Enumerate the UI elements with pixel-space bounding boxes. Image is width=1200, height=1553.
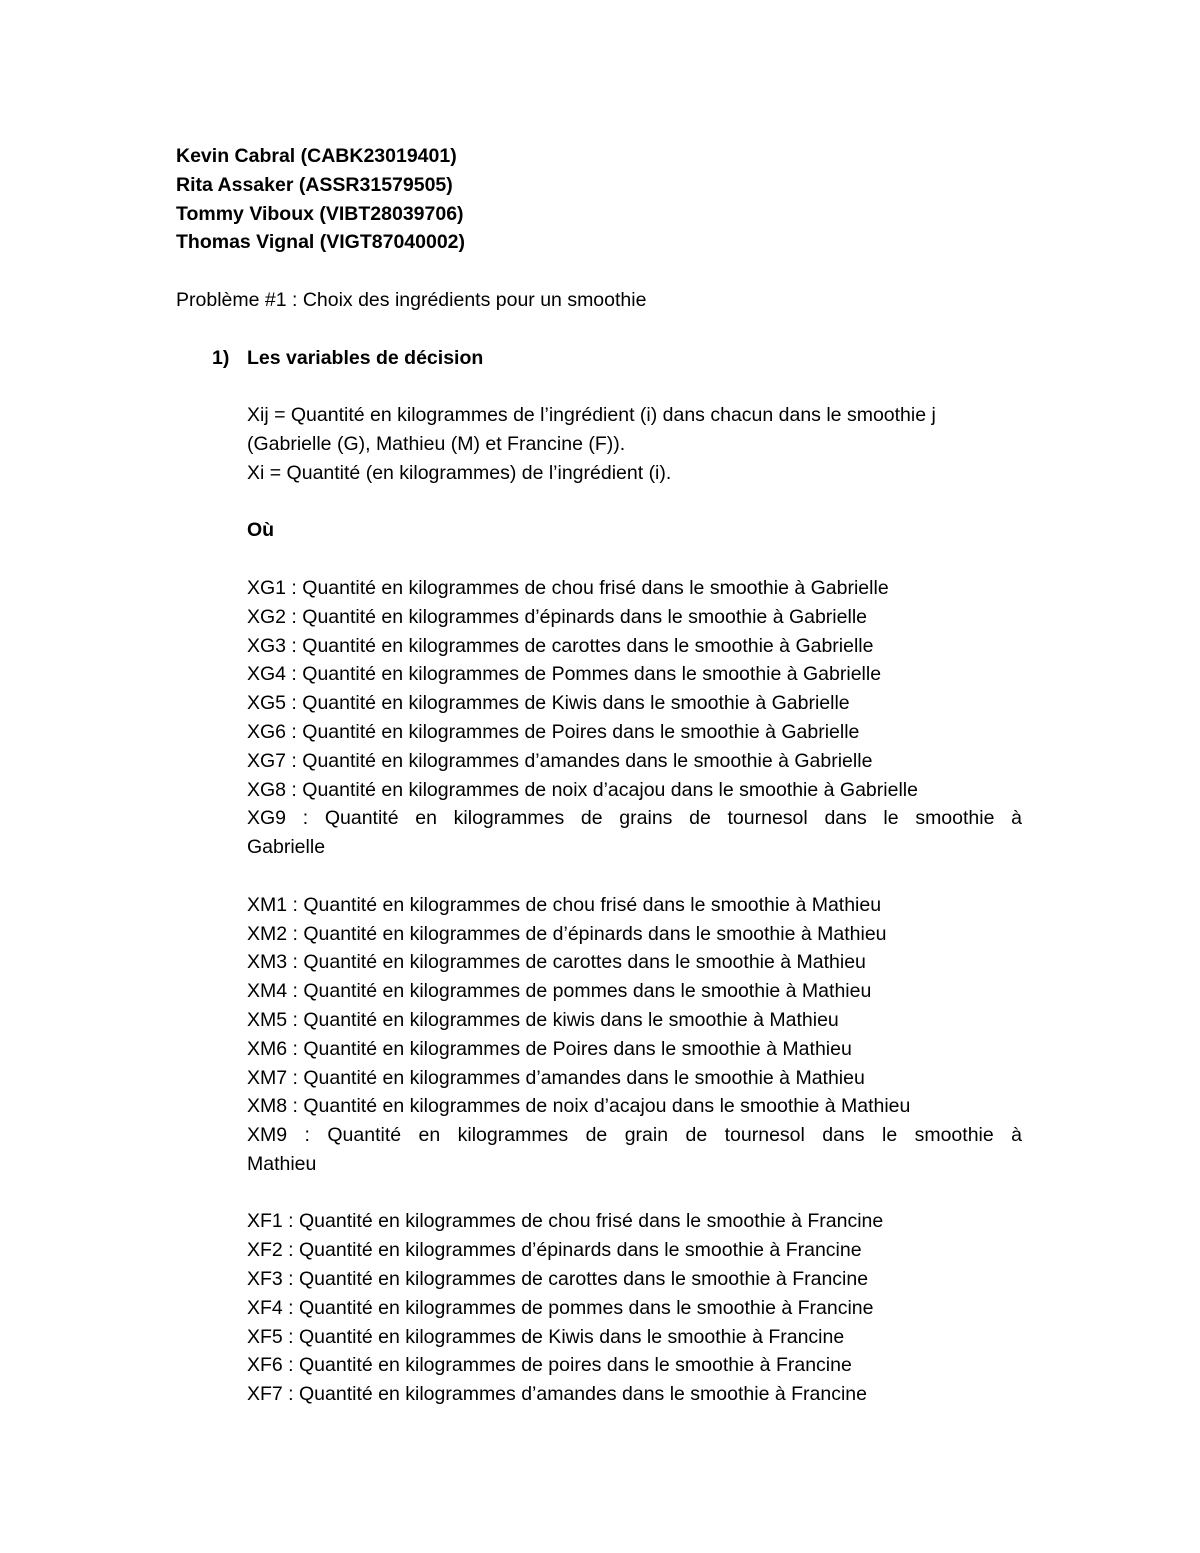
variable-line: XG6 : Quantité en kilogrammes de Poires dans le smoothie à Gabrielle — [247, 720, 860, 743]
variable-line: XM8 : Quantité en kilogrammes de noix d’acajou dans le smoothie à Mathieu — [247, 1095, 911, 1118]
spacer — [176, 257, 1022, 286]
variable-line: XF6 : Quantité en kilogrammes de poires dans le smoothie à Francine — [247, 1354, 852, 1377]
mathieu-variables — [247, 891, 1022, 1179]
spacer — [247, 1179, 1022, 1208]
definition-xij-line1: Xij = Quantité en kilogrammes de l’ingrédient (i) dans chacun dans le smoothie j — [247, 404, 936, 427]
section-number: 1) — [212, 346, 230, 369]
variable-line: XG3 : Quantité en kilogrammes de carottes dans le smoothie à Gabrielle — [247, 634, 874, 657]
variable-line: XM7 : Quantité en kilogrammes d’amandes dans le smoothie à Mathieu — [247, 1066, 865, 1089]
variable-line: XF7 : Quantité en kilogrammes d’amandes dans le smoothie à Francine — [247, 1383, 867, 1406]
author-name: Tommy Viboux (VIBT28039706) — [176, 202, 464, 225]
variable-line: XG1 : Quantité en kilogrammes de chou frisé dans le smoothie à Gabrielle — [247, 576, 889, 599]
ou-label: Où — [247, 519, 275, 542]
variable-line: XM2 : Quantité en kilogrammes de d’épinards dans le smoothie à Mathieu — [247, 922, 887, 945]
variable-line: XF1 : Quantité en kilogrammes de chou frisé dans le smoothie à Francine — [247, 1210, 884, 1233]
variable-line-continuation: Gabrielle — [247, 836, 326, 859]
variable-line: XM3 : Quantité en kilogrammes de carottes dans le smoothie à Mathieu — [247, 951, 866, 974]
variable-line-justified: XG9 : Quantité en kilogrammes de grains de tournesol dans le smoothie à — [247, 807, 1022, 830]
spacer — [176, 372, 1022, 401]
section-heading — [176, 344, 1022, 373]
document-body — [176, 142, 1022, 1409]
definition-xij-line2: (Gabrielle (G), Mathieu (M) et Francine (F)). — [247, 432, 626, 455]
variable-line: XF3 : Quantité en kilogrammes de carottes dans le smoothie à Francine — [247, 1268, 869, 1291]
variable-line: XF4 : Quantité en kilogrammes de pommes dans le smoothie à Francine — [247, 1296, 874, 1319]
variable-line-continuation: Mathieu — [247, 1152, 317, 1175]
spacer — [247, 862, 1022, 891]
francine-variables — [247, 1207, 1022, 1409]
variable-line: XG7 : Quantité en kilogrammes d’amandes dans le smoothie à Gabrielle — [247, 749, 873, 772]
definition-xi: Xi = Quantité (en kilogrammes) de l’ingrédient (i). — [247, 461, 672, 484]
variable-line: XM4 : Quantité en kilogrammes de pommes dans le smoothie à Mathieu — [247, 980, 872, 1003]
spacer — [176, 315, 1022, 344]
variable-line-justified: XM9 : Quantité en kilogrammes de grain de tournesol dans le smoothie à — [247, 1124, 1022, 1147]
variable-line: XM5 : Quantité en kilogrammes de kiwis dans le smoothie à Mathieu — [247, 1008, 839, 1031]
author-list — [176, 142, 1022, 257]
author-name: Kevin Cabral (CABK23019401) — [176, 145, 457, 167]
variable-line: XG5 : Quantité en kilogrammes de Kiwis dans le smoothie à Gabrielle — [247, 692, 850, 715]
variable-line: XM6 : Quantité en kilogrammes de Poires dans le smoothie à Mathieu — [247, 1037, 852, 1060]
definitions-block — [176, 401, 1022, 1409]
gabrielle-variables — [247, 574, 1022, 862]
section-title: Les variables de décision — [247, 346, 484, 369]
variable-line: XG2 : Quantité en kilogrammes d’épinards dans le smoothie à Gabrielle — [247, 605, 867, 628]
author-name: Thomas Vignal (VIGT87040002) — [176, 231, 466, 254]
spacer — [247, 545, 1022, 574]
variable-line: XF2 : Quantité en kilogrammes d’épinards dans le smoothie à Francine — [247, 1239, 862, 1262]
variable-line: XG8 : Quantité en kilogrammes de noix d’acajou dans le smoothie à Gabrielle — [247, 778, 918, 801]
spacer — [247, 488, 1022, 517]
variable-line: XF5 : Quantité en kilogrammes de Kiwis dans le smoothie à Francine — [247, 1325, 845, 1348]
variable-line: XG4 : Quantité en kilogrammes de Pommes dans le smoothie à Gabrielle — [247, 663, 882, 686]
problem-title: Problème #1 : Choix des ingrédients pour un smoothie — [176, 288, 647, 311]
variable-line: XM1 : Quantité en kilogrammes de chou frisé dans le smoothie à Mathieu — [247, 893, 882, 916]
author-name: Rita Assaker (ASSR31579505) — [176, 173, 453, 196]
